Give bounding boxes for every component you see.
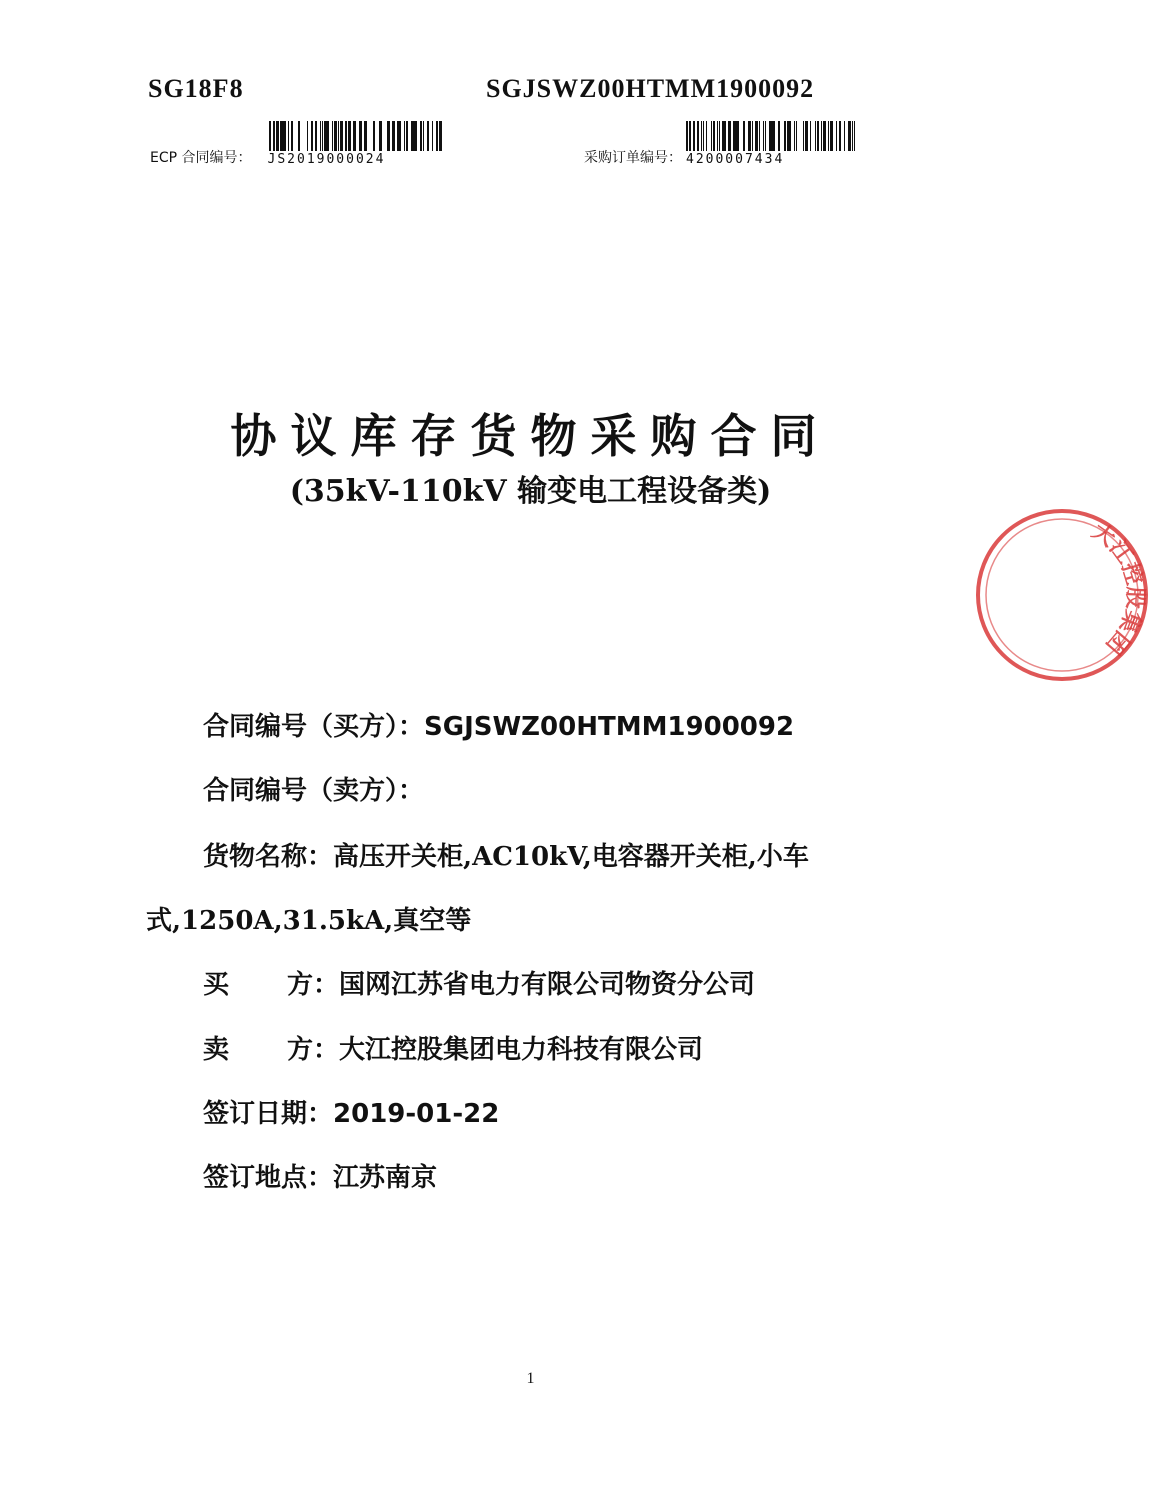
ecp-contract-label: ECP 合同编号： [150,150,252,166]
document-code-right: SGJSWZ00HTMM1900092 [486,74,815,103]
purchase-order-value: 4200007434 [686,152,785,167]
buyer-value: 国网江苏省电力有限公司物资分公司 [339,970,756,1000]
sign-place-label: 签订地点： [203,1163,334,1193]
goods-name-continuation: 式,1250A,31.5kA,真空等 [146,906,472,936]
seller-contract-no-label: 合同编号（卖方）： [203,776,425,806]
purchase-order-label: 采购订单编号： [584,150,682,166]
document-code-left: SG18F8 [148,74,244,103]
sign-date-label: 签订日期： [203,1099,334,1129]
sign-place-value: 江苏南京 [333,1163,438,1193]
contract-title: 协议库存货物采购合同 [230,409,831,463]
sign-date-value: 2019-01-22 [333,1099,500,1129]
purchase-barcode-block [584,121,856,167]
seller-row [203,1029,703,1066]
sign-date-row [203,1093,499,1130]
svg-text:大江控股集团: 大江控股集团 [1087,518,1148,659]
buyer-label-suffix: 方： [287,970,340,1000]
buyer-contract-no-value: SGJSWZ00HTMM1900092 [424,712,795,742]
contract-subtitle: (35kV-110kV 输变电工程设备类) [289,474,772,509]
goods-name-row [203,836,809,873]
company-seal [972,505,1152,685]
seller-value: 大江控股集团电力科技有限公司 [339,1035,704,1065]
ecp-barcode [268,121,441,151]
seller-contract-no-row [203,770,424,807]
ecp-barcode-block [150,121,441,167]
purchase-barcode [686,121,856,151]
seller-label-char: 卖 [203,1035,230,1065]
ecp-contract-value: JS2019000024 [267,152,386,167]
goods-name-label: 货物名称： [203,842,334,872]
seller-label-suffix: 方： [287,1035,340,1065]
page-number: 1 [526,1370,535,1387]
goods-name-value-line1: 高压开关柜,AC10kV,电容器开关柜,小车 [333,842,809,872]
sign-place-row [203,1157,437,1194]
buyer-label-char: 买 [203,970,230,1000]
buyer-contract-no-label: 合同编号（买方）： [203,712,425,742]
buyer-row [203,964,755,1001]
buyer-contract-no-row [203,706,794,743]
